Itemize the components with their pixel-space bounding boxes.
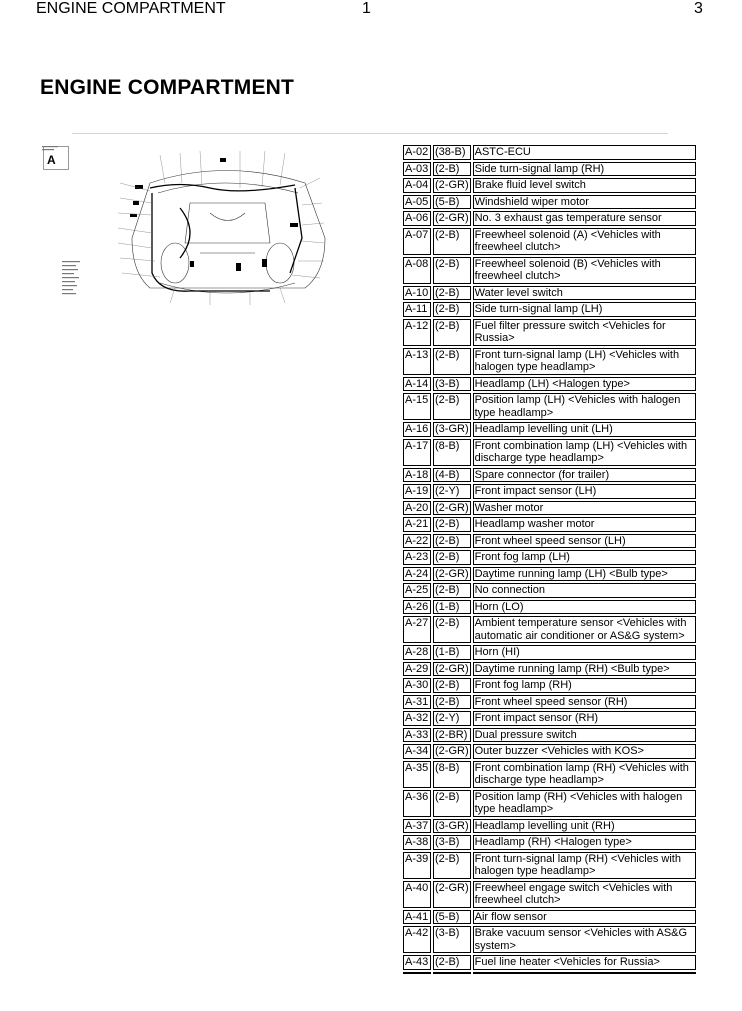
table-row bbox=[403, 319, 696, 346]
connector-code: A-26 bbox=[403, 600, 431, 615]
connector-code: A-39 bbox=[403, 852, 431, 879]
connector-code: A-31 bbox=[403, 695, 431, 710]
connector-code: A-15 bbox=[403, 393, 431, 420]
connector-table-container bbox=[401, 143, 698, 981]
connector-description: Daytime running lamp (RH) <Bulb type> bbox=[473, 662, 696, 677]
connector-description: Headlamp (LH) <Halogen type> bbox=[473, 377, 696, 392]
table-row bbox=[403, 468, 696, 483]
connector-code: A-03 bbox=[403, 162, 431, 177]
connector-pins: (2-B) bbox=[433, 517, 471, 532]
table-row bbox=[403, 393, 696, 420]
connector-code: A-29 bbox=[403, 662, 431, 677]
harness-diagram bbox=[40, 143, 340, 313]
connector-pins: (2-B) bbox=[433, 228, 471, 255]
connector-description: No connection bbox=[473, 583, 696, 598]
connector-pins: (2-BR) bbox=[433, 728, 471, 743]
table-row bbox=[403, 257, 696, 284]
connector-pins: (2-B) bbox=[433, 583, 471, 598]
connector-pins: (2-Y) bbox=[433, 711, 471, 726]
connector-description: Washer motor bbox=[473, 501, 696, 516]
connector-pins: (1-B) bbox=[433, 645, 471, 660]
connector-description: Front wheel speed sensor (LH) bbox=[473, 534, 696, 549]
table-row bbox=[403, 711, 696, 726]
connector-code: A-17 bbox=[403, 439, 431, 466]
connector-code: A-16 bbox=[403, 422, 431, 437]
connector-pins: (2-GR) bbox=[435, 567, 469, 580]
connector-pins: (2-GR) bbox=[435, 501, 469, 514]
connector-description: Air flow sensor bbox=[473, 910, 696, 925]
connector-code: A-08 bbox=[403, 257, 431, 284]
connector-description: Position lamp (RH) <Vehicles with halogen type headlamp> bbox=[473, 790, 696, 817]
table-row bbox=[403, 228, 696, 255]
connector-pins: (38-B) bbox=[433, 145, 471, 160]
connector-code: A-13 bbox=[403, 348, 431, 375]
connector-description: Dual pressure switch bbox=[473, 728, 696, 743]
connector-code: A-18 bbox=[403, 468, 431, 483]
connector-description: Front combination lamp (LH) <Vehicles with discharge type headlamp> bbox=[473, 439, 696, 466]
table-row bbox=[403, 616, 696, 643]
connector-code: A-04 bbox=[403, 178, 431, 193]
connector-code: A-36 bbox=[403, 790, 431, 817]
connector-pins: (2-Y) bbox=[433, 484, 471, 499]
connector-code: A-14 bbox=[403, 377, 431, 392]
connector-description: Freewheel engage switch <Vehicles with freewheel clutch> bbox=[473, 881, 696, 908]
connector-code: A-35 bbox=[403, 761, 431, 788]
connector-code: A-19 bbox=[403, 484, 431, 499]
connector-description: Fuel filter pressure switch <Vehicles for Russia> bbox=[473, 319, 696, 346]
table-row bbox=[403, 926, 696, 953]
connector-pins: (8-B) bbox=[433, 761, 471, 788]
table-row bbox=[403, 910, 696, 925]
connector-code: A-12 bbox=[403, 319, 431, 346]
connector-pins: (2-B) bbox=[433, 162, 471, 177]
connector-pins: (2-B) bbox=[433, 348, 471, 375]
connector-description: Ambient temperature sensor <Vehicles with automatic air conditioner or AS&G system> bbox=[473, 616, 696, 643]
connector-pins: (2-B) bbox=[433, 534, 471, 549]
connector-description: Front impact sensor (LH) bbox=[473, 484, 696, 499]
connector-description: Horn (HI) bbox=[473, 645, 696, 660]
connector-description: Headlamp levelling unit (LH) bbox=[473, 422, 696, 437]
table-row bbox=[403, 972, 696, 974]
connector-pins bbox=[433, 972, 471, 974]
table-row bbox=[403, 501, 696, 516]
connector-description: Headlamp levelling unit (RH) bbox=[473, 819, 696, 834]
page-title: ENGINE COMPARTMENT bbox=[40, 76, 295, 99]
connector-code: A-06 bbox=[403, 211, 431, 226]
table-row bbox=[403, 145, 696, 160]
connector-code: A-43 bbox=[403, 955, 431, 970]
connector-description: Horn (LO) bbox=[473, 600, 696, 615]
connector-pins: (2-B) bbox=[433, 695, 471, 710]
connector-description: Freewheel solenoid (B) <Vehicles with freewheel clutch> bbox=[473, 257, 696, 284]
connector-code: A-24 bbox=[403, 567, 431, 582]
table-row bbox=[403, 678, 696, 693]
connector-code: A-10 bbox=[403, 286, 431, 301]
connector-code: A-42 bbox=[403, 926, 431, 953]
connector-code: A-11 bbox=[403, 302, 431, 317]
connector-description: Freewheel solenoid (A) <Vehicles with freewheel clutch> bbox=[473, 228, 696, 255]
connector-description: Windshield wiper motor bbox=[473, 195, 696, 210]
connector-description: Front fog lamp (RH) bbox=[473, 678, 696, 693]
connector-code: A-05 bbox=[403, 195, 431, 210]
table-row bbox=[403, 567, 696, 582]
connector-description: Front combination lamp (RH) <Vehicles with discharge type headlamp> bbox=[473, 761, 696, 788]
connector-pins: (3-GR) bbox=[435, 423, 469, 435]
connector-description: Brake fluid level switch bbox=[473, 178, 696, 193]
table-row bbox=[403, 600, 696, 615]
connector-description: Front wheel speed sensor (RH) bbox=[473, 695, 696, 710]
connector-symbol: A bbox=[47, 153, 56, 167]
table-row bbox=[403, 377, 696, 392]
connector-description: Side turn-signal lamp (LH) bbox=[473, 302, 696, 317]
table-row bbox=[403, 286, 696, 301]
connector-code: A-30 bbox=[403, 678, 431, 693]
connector-code: A-40 bbox=[403, 881, 431, 908]
connector-pins: (2-B) bbox=[433, 257, 471, 284]
connector-code: A-27 bbox=[403, 616, 431, 643]
connector-description: Front impact sensor (RH) bbox=[473, 711, 696, 726]
connector-code: A-38 bbox=[403, 835, 431, 850]
connector-pins: (2-GR) bbox=[435, 662, 469, 675]
connector-code: A-23 bbox=[403, 550, 431, 565]
table-row bbox=[403, 744, 696, 759]
table-row bbox=[403, 422, 696, 437]
connector-description: Water level switch bbox=[473, 286, 696, 301]
connector-description: ASTC-ECU bbox=[473, 145, 696, 160]
table-row bbox=[403, 195, 696, 210]
connector-pins: (2-GR) bbox=[435, 212, 469, 224]
table-row bbox=[403, 835, 696, 850]
table-row bbox=[403, 852, 696, 879]
connector-code: A-20 bbox=[403, 501, 431, 516]
table-row bbox=[403, 484, 696, 499]
connector-pins: (2-B) bbox=[433, 616, 471, 643]
connector-description: Daytime running lamp (LH) <Bulb type> bbox=[473, 567, 696, 582]
table-row bbox=[403, 517, 696, 532]
table-row bbox=[403, 645, 696, 660]
connector-pins: (1-B) bbox=[433, 600, 471, 615]
table-row bbox=[403, 178, 696, 193]
connector-pins: (2-B) bbox=[433, 678, 471, 693]
connector-pins: (2-B) bbox=[433, 319, 471, 346]
table-row bbox=[403, 348, 696, 375]
page-number: 3 bbox=[694, 0, 703, 17]
connector-pins: (3-B) bbox=[433, 377, 471, 392]
connector-pins: (2-B) bbox=[433, 286, 471, 301]
connector-description: Front turn-signal lamp (LH) <Vehicles with halogen type headlamp> bbox=[473, 348, 696, 375]
connector-description: Headlamp (RH) <Halogen type> bbox=[473, 835, 696, 850]
running-header-number: 1 bbox=[362, 0, 371, 17]
connector-pins: (3-B) bbox=[433, 926, 471, 953]
table-row bbox=[403, 534, 696, 549]
connector-pins: (2-B) bbox=[433, 852, 471, 879]
connector-description: Front turn-signal lamp (RH) <Vehicles with halogen type headlamp> bbox=[473, 852, 696, 879]
table-row bbox=[403, 881, 696, 908]
running-header-section: ENGINE COMPARTMENT bbox=[36, 0, 226, 17]
connector-pins: (3-GR) bbox=[435, 819, 469, 832]
connector-description: Brake vacuum sensor <Vehicles with AS&G system> bbox=[473, 926, 696, 953]
connector-description: Front fog lamp (LH) bbox=[473, 550, 696, 565]
connector-pins: (2-B) bbox=[433, 550, 471, 565]
connector-code: A-02 bbox=[403, 145, 431, 160]
connector-description bbox=[473, 972, 696, 974]
connector-description: Side turn-signal lamp (RH) bbox=[473, 162, 696, 177]
table-row bbox=[403, 819, 696, 834]
connector-description: Fuel line heater <Vehicles for Russia> bbox=[473, 955, 696, 970]
table-row bbox=[403, 695, 696, 710]
connector-code: A-21 bbox=[403, 517, 431, 532]
connector-pins: (2-GR) bbox=[433, 881, 471, 908]
connector-pins: (2-B) bbox=[433, 955, 471, 970]
table-row bbox=[403, 211, 696, 226]
connector-pins: (2-GR) bbox=[435, 179, 469, 191]
connector-pins: (5-B) bbox=[433, 195, 471, 210]
table-row bbox=[403, 439, 696, 466]
table-row bbox=[403, 162, 696, 177]
connector-code: A-28 bbox=[403, 645, 431, 660]
connector-pins: (4-B) bbox=[433, 468, 471, 483]
connector-pins: (2-B) bbox=[433, 790, 471, 817]
connector-code: A-34 bbox=[403, 744, 431, 759]
connector-description: No. 3 exhaust gas temperature sensor bbox=[473, 211, 696, 226]
divider bbox=[72, 133, 668, 134]
connector-code: A-33 bbox=[403, 728, 431, 743]
connector-pins: (8-B) bbox=[433, 439, 471, 466]
connector-description: Headlamp washer motor bbox=[473, 517, 696, 532]
connector-pins: (2-GR) bbox=[435, 745, 469, 757]
connector-code: A-07 bbox=[403, 228, 431, 255]
table-row bbox=[403, 790, 696, 817]
table-row bbox=[403, 955, 696, 970]
connector-table bbox=[401, 143, 698, 976]
table-row bbox=[403, 583, 696, 598]
connector-code bbox=[403, 972, 431, 974]
connector-code: A-22 bbox=[403, 534, 431, 549]
table-row bbox=[403, 662, 696, 677]
table-row bbox=[403, 728, 696, 743]
table-row bbox=[403, 550, 696, 565]
connector-code: A-41 bbox=[403, 910, 431, 925]
connector-pins: (2-B) bbox=[433, 393, 471, 420]
connector-pins: (5-B) bbox=[433, 910, 471, 925]
connector-pins: (3-B) bbox=[433, 835, 471, 850]
connector-description: Position lamp (LH) <Vehicles with halogen type headlamp> bbox=[473, 393, 696, 420]
connector-code: A-37 bbox=[403, 819, 431, 834]
table-row bbox=[403, 761, 696, 788]
connector-code: A-25 bbox=[403, 583, 431, 598]
connector-code: A-32 bbox=[403, 711, 431, 726]
connector-pins: (2-B) bbox=[433, 302, 471, 317]
table-row bbox=[403, 302, 696, 317]
connector-description: Outer buzzer <Vehicles with KOS> bbox=[473, 744, 696, 759]
connector-description: Spare connector (for trailer) bbox=[473, 468, 696, 483]
